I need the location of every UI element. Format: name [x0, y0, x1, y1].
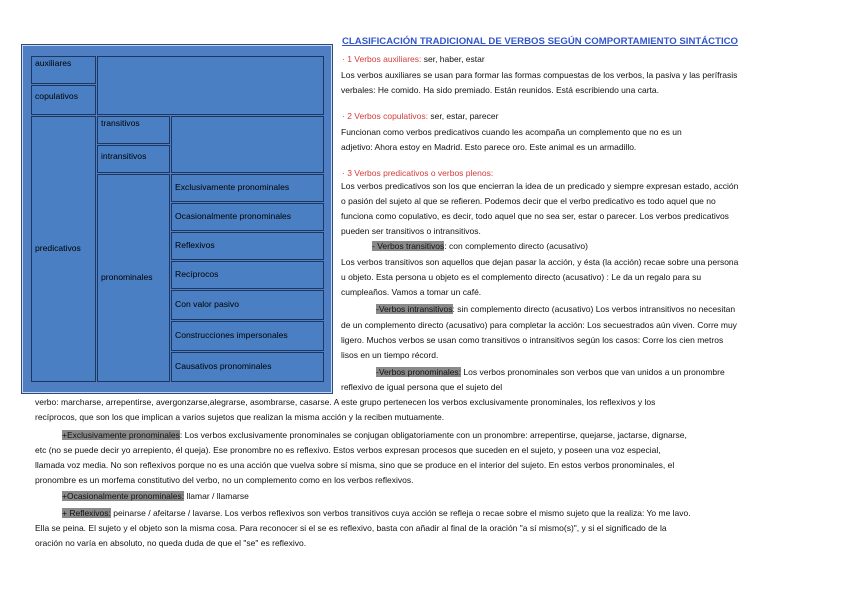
- paragraph-line: pronombre es un morfema constitutivo del verbo, no un complemento como en los verbos reflexivos.: [35, 475, 414, 485]
- cell-intransitivos: intransitivos: [97, 145, 170, 173]
- paragraph-line: Ella se peina. El sujeto y el objeto son la misma cosa. Para reconocer si el se es reflexivo, basta con añadir al final de la oración "a sí mismo(s)", y si el significado de la: [35, 523, 667, 533]
- paragraph-line: Los verbos transitivos son aquellos que dejan pasar la acción, y ésta (la acción) recae sobre una persona: [341, 257, 739, 267]
- cell-subtype: Recíprocos: [171, 261, 324, 289]
- paragraph-line: adjetivo: Ahora estoy en Madrid. Esto parece oro. Este animal es un armadillo.: [341, 142, 637, 152]
- cell-predicativos: predicativos: [31, 116, 96, 382]
- paragraph-line: Funcionan como verbos predicativos cuando les acompaña un complemento que no es un: [341, 127, 682, 137]
- subsection-heading: +Ocasionalmente pronominales: llamar / llamarse: [62, 491, 249, 501]
- cell-subtype: Con valor pasivo: [171, 290, 324, 320]
- paragraph-line: ligero. Muchos verbos se usan como transitivos o intransitivos según los casos: Corre los cien metros: [341, 335, 724, 345]
- paragraph-line: verbo: marcharse, arrepentirse, avergonzarse,alegrarse, asombrarse, casarse. A este grupo pertenecen los verbos exclusivamente pronominales, los reflexivos y los: [35, 397, 656, 407]
- cell-transitivos: transitivos: [97, 116, 170, 144]
- paragraph-line: etc (no se puede decir yo arrepiento, él queja). Ese pronombre no es reflexivo. Estos verbos expresan procesos que suceden en el sujeto, y poseen una voz especial,: [35, 445, 661, 455]
- subsection-heading: +Exclusivamente pronominales: Los verbos exclusivamente pronominales se conjugan obligatoriamente con un pronombre: arrepentirse, quejarse, jactarse, dignarse,: [62, 430, 687, 440]
- paragraph-line: Los verbos auxiliares se usan para formar las formas compuestas de los verbos, la pasiva y las perífrasis: [341, 70, 738, 80]
- cell-subtype: Exclusivamente pronominales: [171, 174, 324, 202]
- paragraph-line: u objeto. Esta persona u objeto es el complemento directo (acusativo) : Le da un regalo para su: [341, 272, 702, 282]
- paragraph-line: pueden ser transitivos o intransitivos.: [341, 226, 481, 236]
- section-heading: · 3 Verbos predicativos o verbos plenos:: [342, 168, 494, 178]
- cell-pronominales: pronominales: [97, 174, 170, 382]
- cell-copulativos: copulativos: [31, 85, 96, 115]
- subsection-heading: -Verbos intransitivos: sin complemento directo (acusativo) Los verbos intransitivos no necesitan: [376, 304, 736, 314]
- cell-spacer-top: [97, 56, 324, 115]
- paragraph-line: reflexivo de igual persona que el sujeto del: [341, 382, 503, 392]
- paragraph-line: cumpleaños. Vamos a tomar un café.: [341, 287, 482, 297]
- paragraph-line: verbales: He comido. Ha sido premiado. Están reunidos. Está escribiendo una carta.: [341, 85, 659, 95]
- paragraph-line: llamada voz media. No son reflexivos porque no es una acción que vuelva sobre sí misma, sino que se produce en el interior del sujeto. En estos verbos pronominales, el: [35, 460, 675, 470]
- paragraph-line: o pasión del sujeto al que se refieren. Podemos decir que el verbo predicativo es todo aquel que no: [341, 196, 716, 206]
- cell-transitive-spacer: [171, 116, 324, 173]
- cell-subtype: Construcciones impersonales: [171, 321, 324, 351]
- section-heading: · 1 Verbos auxiliares: ser, haber, estar: [342, 54, 485, 64]
- subsection-heading: - Verbos transitivos: con complemento directo (acusativo): [372, 241, 588, 251]
- paragraph-line: Los verbos predicativos son los que encierran la idea de un predicado y siempre expresan estado, acción: [341, 181, 739, 191]
- cell-subtype: Reflexivos: [171, 232, 324, 260]
- section-heading: · 2 Verbos copulativos: ser, estar, parecer: [342, 111, 499, 121]
- paragraph-line: de un complemento directo (acusativo) para completar la acción: Los secuestrados aún viven. Corre muy: [341, 320, 737, 330]
- classification-table: [21, 44, 333, 394]
- paragraph-line: lisos en un tiempo récord.: [341, 350, 439, 360]
- paragraph-line: recíprocos, que son los que implican a varios sujetos que realizan la misma acción y la reciben mutuamente.: [35, 412, 445, 422]
- cell-subtype: Causativos pronominales: [171, 352, 324, 382]
- subsection-heading: + Reflexivos: peinarse / afeitarse / lavarse. Los verbos reflexivos son verbos transitivos cuya acción se refleja o recae sobre el mismo sujeto que la realiza: Yo me lavo.: [62, 508, 691, 518]
- cell-subtype: Ocasionalmente pronominales: [171, 203, 324, 231]
- page-title: CLASIFICACIÓN TRADICIONAL DE VERBOS SEGÚN COMPORTAMIENTO SINTÁCTICO: [342, 36, 739, 47]
- subsection-heading: -Verbos pronominales: Los verbos pronominales son verbos que van unidos a un pronombre: [376, 367, 725, 377]
- paragraph-line: oración no varía en absoluto, no queda duda de que el "se" es reflexivo.: [35, 538, 307, 548]
- cell-auxiliares: auxiliares: [31, 56, 96, 84]
- paragraph-line: funciona como copulativo, es decir, todo aquel que no sea ser, estar o parecer. Los verbos predicativos: [341, 211, 729, 221]
